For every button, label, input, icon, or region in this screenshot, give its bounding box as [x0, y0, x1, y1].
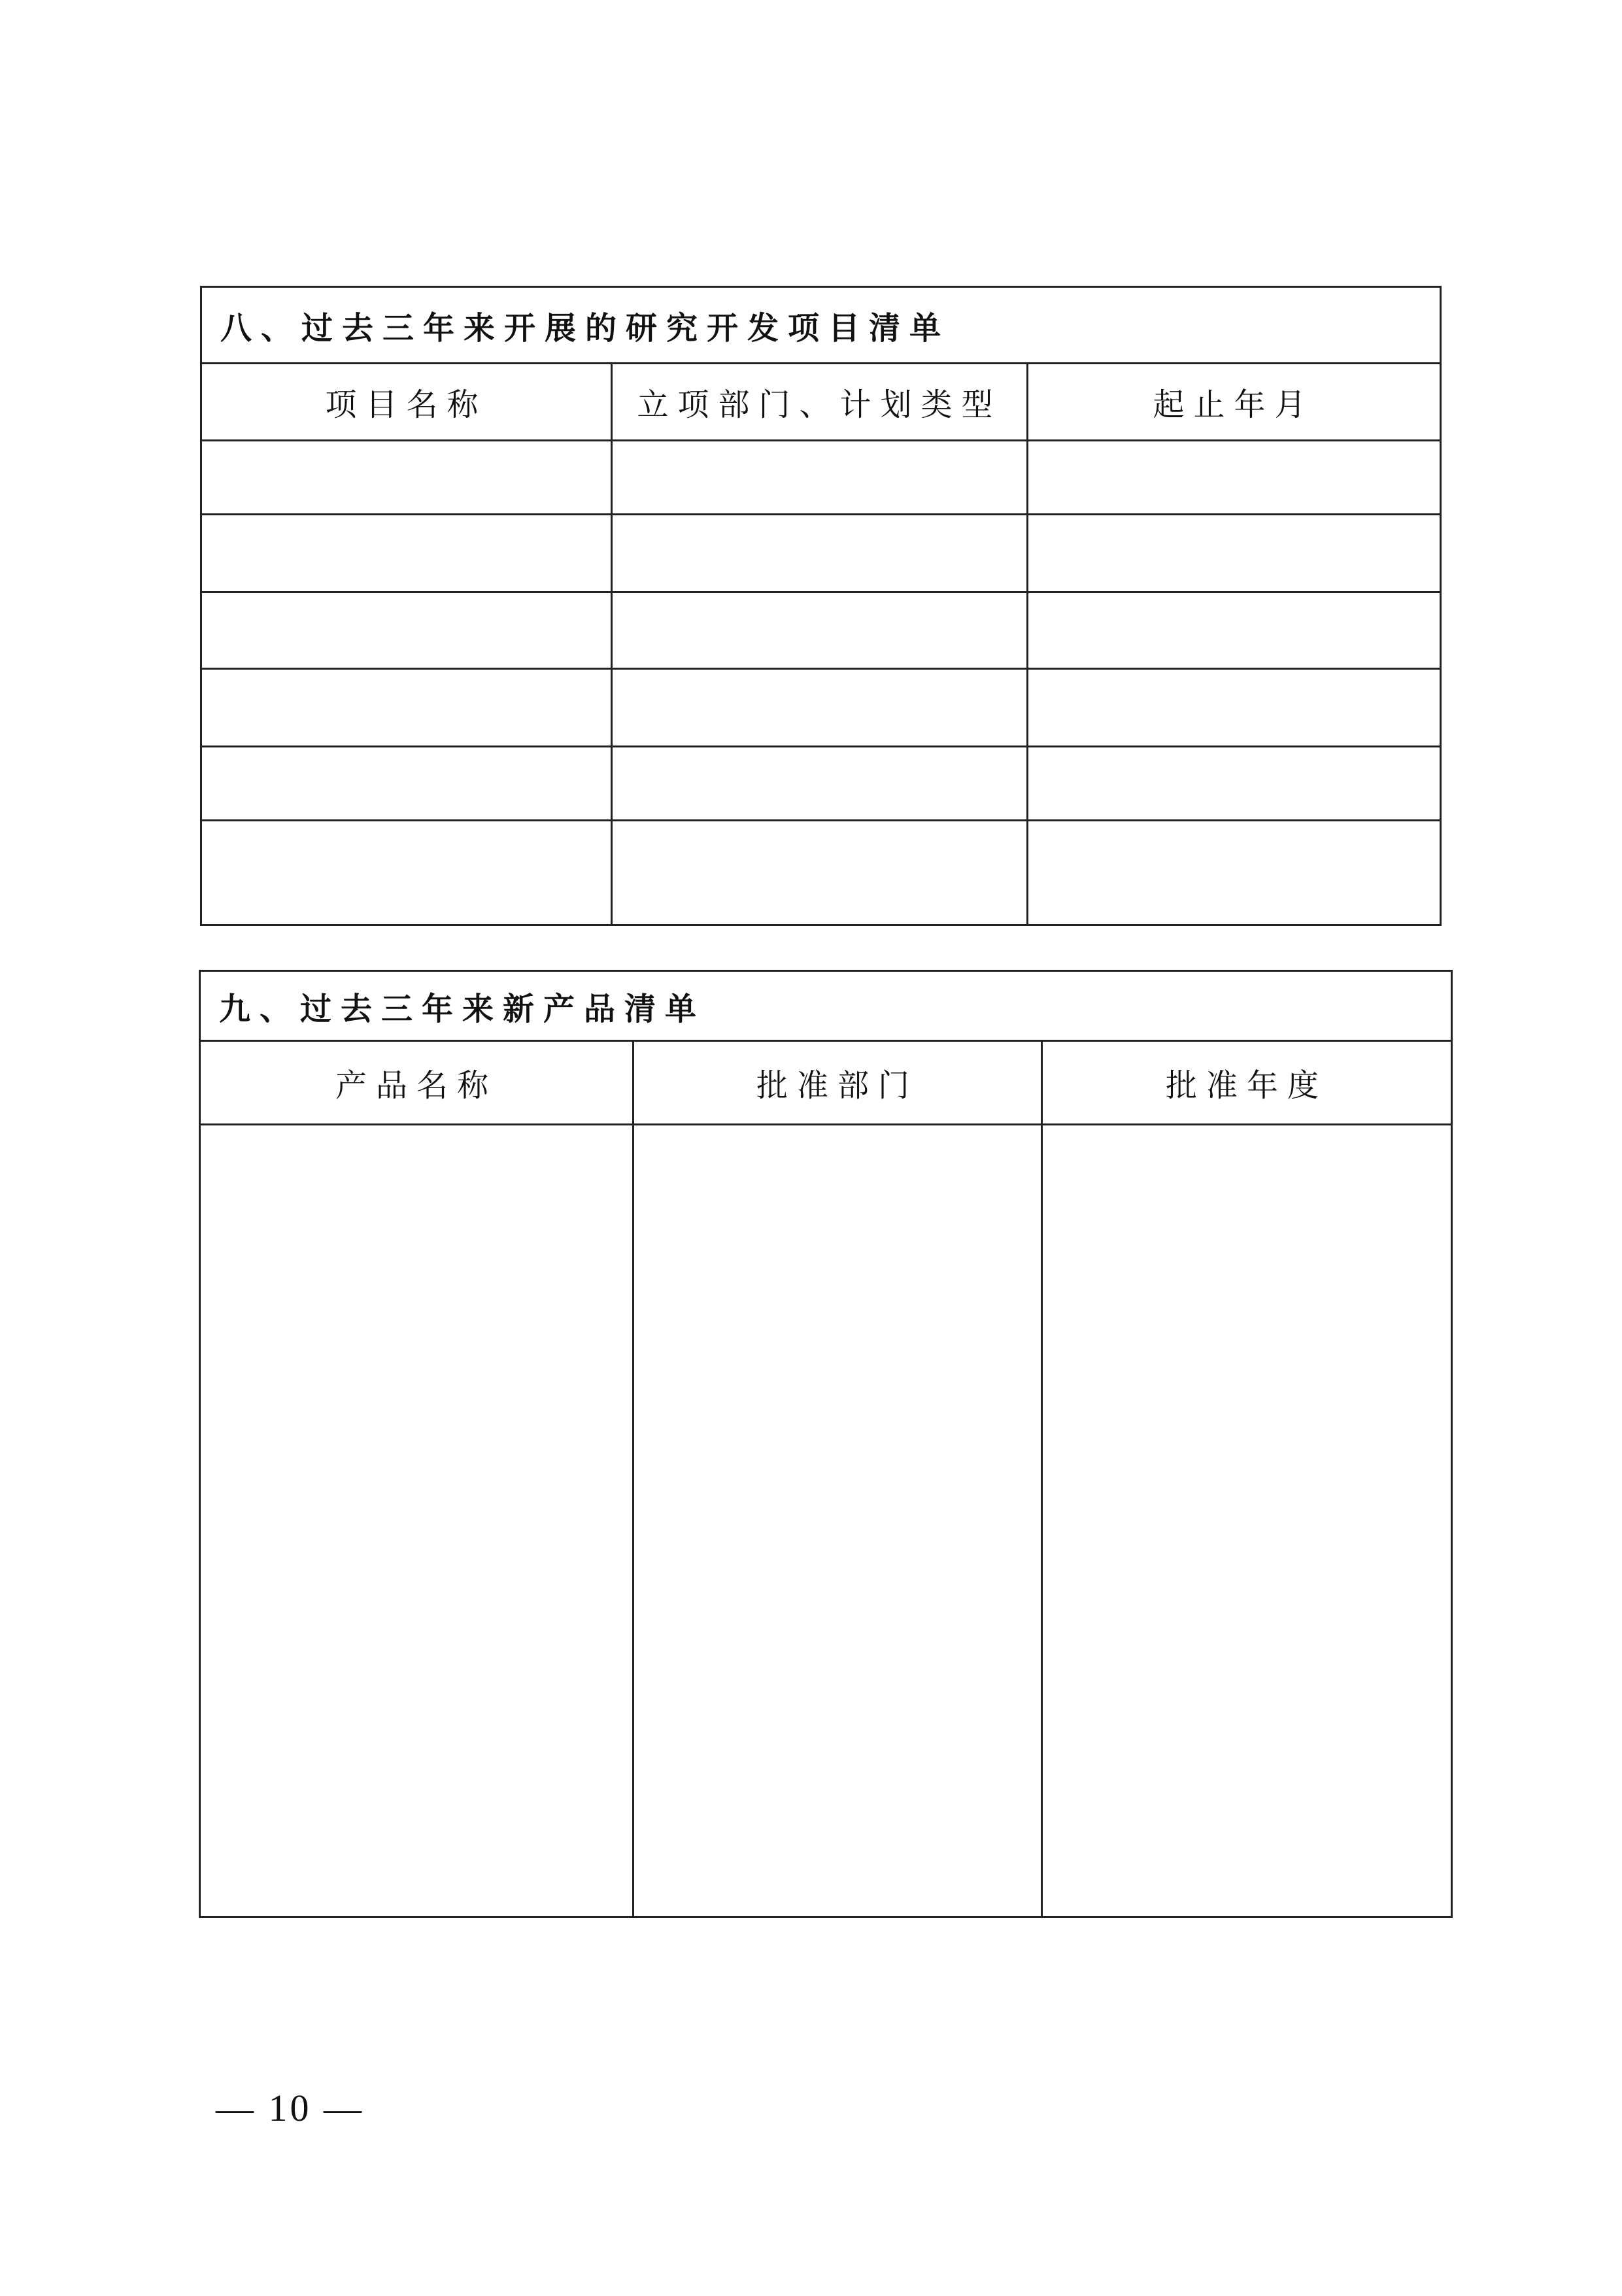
cell-project-name[interactable]: [201, 441, 612, 515]
cell-project-name[interactable]: [201, 515, 612, 592]
cell-department-plan-type[interactable]: [612, 747, 1028, 821]
col-start-end-date: 起止年月: [1028, 364, 1441, 441]
cell-start-end-date[interactable]: [1028, 592, 1441, 669]
cell-approval-year[interactable]: [1042, 1125, 1452, 1917]
table-row: [201, 747, 1441, 821]
cell-project-name[interactable]: [201, 747, 612, 821]
new-products-table: [199, 970, 1453, 1918]
table-row: [201, 669, 1441, 747]
cell-start-end-date[interactable]: [1028, 441, 1441, 515]
table-row: [201, 592, 1441, 669]
col-approval-department: 批准部门: [634, 1041, 1042, 1125]
cell-department-plan-type[interactable]: [612, 592, 1028, 669]
cell-product-name[interactable]: [200, 1125, 634, 1917]
col-project-name: 项目名称: [201, 364, 612, 441]
rd-projects-title: 八、过去三年来开展的研究开发项目清单: [201, 287, 1441, 364]
cell-department-plan-type[interactable]: [612, 821, 1028, 925]
cell-start-end-date[interactable]: [1028, 821, 1441, 925]
rd-projects-table: [200, 286, 1442, 926]
table-row: [201, 821, 1441, 925]
cell-department-plan-type[interactable]: [612, 515, 1028, 592]
rd-projects-header-row: [201, 364, 1441, 441]
cell-start-end-date[interactable]: [1028, 515, 1441, 592]
new-products-header-row: [200, 1041, 1452, 1125]
cell-department-plan-type[interactable]: [612, 441, 1028, 515]
cell-project-name[interactable]: [201, 669, 612, 747]
col-product-name: 产品名称: [200, 1041, 634, 1125]
cell-department-plan-type[interactable]: [612, 669, 1028, 747]
cell-project-name[interactable]: [201, 821, 612, 925]
new-products-title: 九、过去三年来新产品清单: [200, 971, 1452, 1041]
table-row: [200, 1125, 1452, 1917]
page-number: — 10 —: [216, 2087, 364, 2129]
col-department-plan-type: 立项部门、计划类型: [612, 364, 1028, 441]
cell-project-name[interactable]: [201, 592, 612, 669]
col-approval-year: 批准年度: [1042, 1041, 1452, 1125]
table-row: [201, 441, 1441, 515]
cell-start-end-date[interactable]: [1028, 747, 1441, 821]
cell-start-end-date[interactable]: [1028, 669, 1441, 747]
cell-approval-department[interactable]: [634, 1125, 1042, 1917]
table-row: [201, 515, 1441, 592]
